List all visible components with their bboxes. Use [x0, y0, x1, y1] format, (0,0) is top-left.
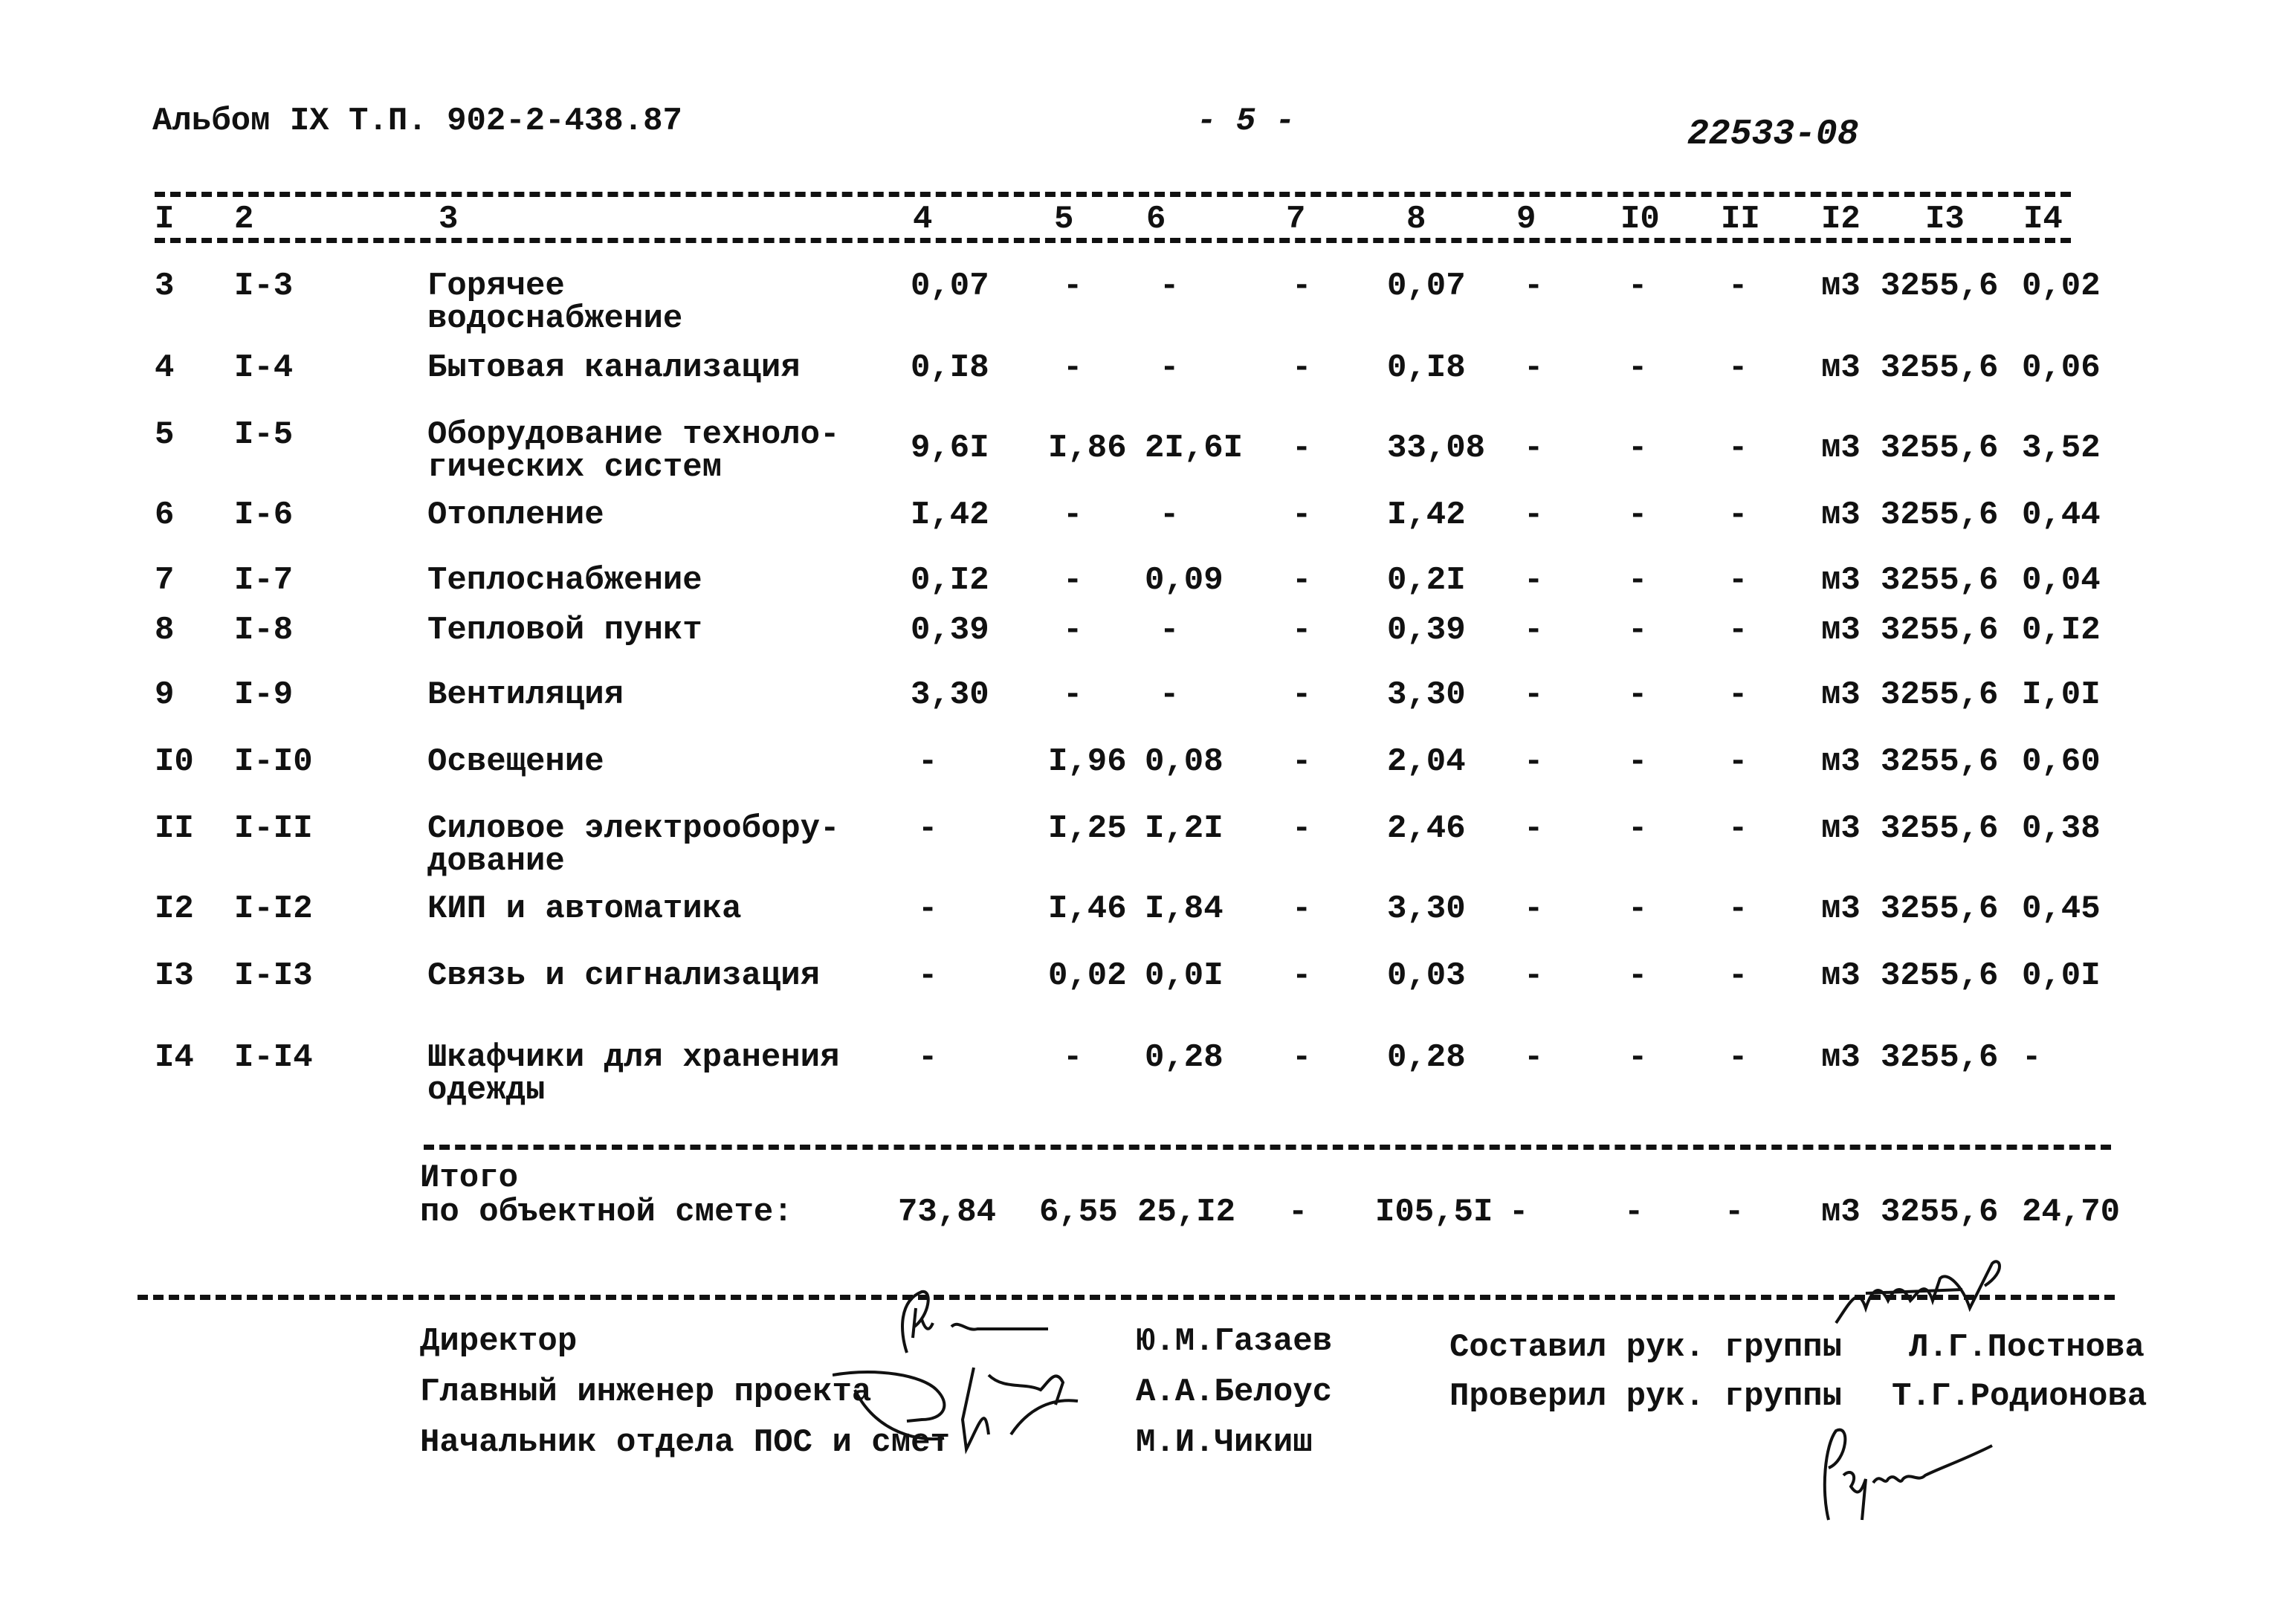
department-head-role: Начальник отдела ПОС и смет: [420, 1424, 950, 1461]
cell-c11: -: [1728, 496, 1748, 534]
cell-c13: 3255,6: [1881, 612, 1999, 649]
cell-c8: 0,07: [1387, 268, 1466, 305]
column-number-6: 6: [1146, 201, 1166, 238]
cell-c4: I,42: [911, 496, 989, 534]
cell-c11: -: [1728, 430, 1748, 467]
cell-c14: 0,04: [2022, 562, 2101, 599]
cell-c4: 0,I8: [911, 349, 989, 386]
row-number: 9: [155, 676, 175, 714]
cell-c10: -: [1628, 810, 1648, 847]
cell-c13: 3255,6: [1881, 957, 1999, 994]
row-code: I-3: [234, 268, 294, 305]
cell-c6: 0,08: [1145, 743, 1224, 780]
cell-c14: 3,52: [2022, 430, 2101, 467]
column-number-12: I2: [1821, 201, 1861, 238]
cell-c13: 3255,6: [1881, 810, 1999, 847]
cell-c7: -: [1292, 1039, 1312, 1076]
cell-unit: м3: [1821, 1039, 1861, 1076]
cell-c8: 3,30: [1387, 890, 1466, 928]
cell-c5: -: [1063, 1039, 1083, 1076]
row-code: I-8: [234, 612, 294, 649]
cell-unit: м3: [1821, 743, 1861, 780]
cell-c9: -: [1524, 430, 1544, 467]
cell-c9: -: [1524, 612, 1544, 649]
cell-c10: -: [1628, 1039, 1648, 1076]
row-number: 6: [155, 496, 175, 534]
column-number-11: II: [1721, 201, 1760, 238]
cell-c11: -: [1728, 676, 1748, 714]
cell-c4: 0,07: [911, 268, 989, 305]
cell-c9: -: [1524, 268, 1544, 305]
column-number-2: 2: [234, 201, 254, 238]
cell-c9: -: [1524, 676, 1544, 714]
header-bottom-divider: [155, 238, 2071, 243]
cell-c5: -: [1063, 268, 1083, 305]
cell-c5: I,96: [1048, 743, 1127, 780]
cell-c7: -: [1292, 810, 1312, 847]
row-name: Силовое электрообору-: [427, 810, 840, 847]
document-code: 22533-08: [1687, 114, 1859, 155]
row-number: 3: [155, 268, 175, 305]
cell-c13: 3255,6: [1881, 743, 1999, 780]
total-divider: [424, 1145, 2111, 1150]
row-number: 8: [155, 612, 175, 649]
cell-c5: -: [1063, 349, 1083, 386]
row-number: 4: [155, 349, 175, 386]
cell-c14: 0,45: [2022, 890, 2101, 928]
cell-c6: -: [1160, 612, 1180, 649]
cell-c11: -: [1728, 743, 1748, 780]
total-label-line1: Итого: [420, 1159, 519, 1197]
row-code: I-II: [234, 810, 313, 847]
cell-c14: 0,60: [2022, 743, 2101, 780]
row-number: 7: [155, 562, 175, 599]
cell-c10: -: [1628, 957, 1648, 994]
cell-c8: 0,03: [1387, 957, 1466, 994]
cell-c6: 0,0I: [1145, 957, 1224, 994]
row-name: Отопление: [427, 496, 604, 534]
compiled-by-name: Л.Г.Постнова: [1909, 1329, 2144, 1366]
row-name: Оборудование техноло-: [427, 416, 840, 453]
total-cell-c7: -: [1288, 1194, 1308, 1231]
compiled-by-role: Составил рук. группы: [1449, 1329, 1843, 1366]
cell-c7: -: [1292, 268, 1312, 305]
cell-c4: -: [918, 890, 938, 928]
cell-c5: I,25: [1048, 810, 1127, 847]
cell-unit: м3: [1821, 957, 1861, 994]
department-head-name: М.И.Чикиш: [1136, 1424, 1313, 1461]
cell-c10: -: [1628, 676, 1648, 714]
cell-c13: 3255,6: [1881, 890, 1999, 928]
cell-c10: -: [1628, 890, 1648, 928]
cell-c13: 3255,6: [1881, 676, 1999, 714]
row-code: I-9: [234, 676, 294, 714]
total-cell-c9: -: [1509, 1194, 1529, 1231]
row-name: Освещение: [427, 743, 604, 780]
cell-unit: м3: [1821, 496, 1861, 534]
cell-c4: 0,I2: [911, 562, 989, 599]
total-cell-c4: 73,84: [898, 1194, 997, 1231]
cell-unit: м3: [1821, 676, 1861, 714]
album-title: Альбом IX Т.П. 902-2-438.87: [152, 103, 682, 140]
row-name: Шкафчики для хранения: [427, 1039, 840, 1076]
cell-c8: 3,30: [1387, 676, 1466, 714]
total-label-line2: по объектной смете:: [420, 1194, 793, 1231]
chief-engineer-role: Главный инженер проекта: [420, 1374, 872, 1411]
row-name: одежды: [427, 1072, 546, 1109]
cell-c4: 0,39: [911, 612, 989, 649]
cell-c13: 3255,6: [1881, 496, 1999, 534]
checked-by-role: Проверил рук. группы: [1449, 1378, 1843, 1415]
cell-c6: 0,28: [1145, 1039, 1224, 1076]
cell-c14: 0,02: [2022, 268, 2101, 305]
column-number-1: I: [155, 201, 175, 238]
row-number: I2: [155, 890, 194, 928]
cell-c4: -: [918, 743, 938, 780]
row-name: КИП и автоматика: [427, 890, 742, 928]
cell-c6: -: [1160, 676, 1180, 714]
checker-signature-icon: [1814, 1416, 2037, 1527]
cell-c9: -: [1524, 1039, 1544, 1076]
cell-c11: -: [1728, 957, 1748, 994]
total-cell-c11: -: [1725, 1194, 1745, 1231]
column-number-9: 9: [1516, 201, 1536, 238]
cell-c11: -: [1728, 1039, 1748, 1076]
row-code: I-I3: [234, 957, 313, 994]
total-cell-c14: 24,70: [2022, 1194, 2121, 1231]
cell-c9: -: [1524, 349, 1544, 386]
cell-unit: м3: [1821, 349, 1861, 386]
cell-c6: -: [1160, 349, 1180, 386]
row-code: I-5: [234, 416, 294, 453]
cell-c8: 0,I8: [1387, 349, 1466, 386]
row-number: 5: [155, 416, 175, 453]
cell-c14: 0,I2: [2022, 612, 2101, 649]
cell-unit: м3: [1821, 890, 1861, 928]
cell-c9: -: [1524, 562, 1544, 599]
cell-unit: м3: [1821, 612, 1861, 649]
row-name: гических систем: [427, 449, 723, 486]
row-code: I-7: [234, 562, 294, 599]
cell-c14: I,0I: [2022, 676, 2101, 714]
cell-c11: -: [1728, 349, 1748, 386]
cell-c8: 2,04: [1387, 743, 1466, 780]
row-code: I-I0: [234, 743, 313, 780]
cell-c7: -: [1292, 430, 1312, 467]
cell-unit: м3: [1821, 810, 1861, 847]
cell-unit: м3: [1821, 268, 1861, 305]
cell-c6: I,84: [1145, 890, 1224, 928]
cell-c6: -: [1160, 268, 1180, 305]
column-number-13: I3: [1925, 201, 1965, 238]
cell-c11: -: [1728, 810, 1748, 847]
cell-c4: 9,6I: [911, 430, 989, 467]
cell-c7: -: [1292, 349, 1312, 386]
cell-c7: -: [1292, 890, 1312, 928]
header-top-divider: [155, 192, 2071, 197]
compiler-signature-icon: [1821, 1256, 2029, 1345]
cell-c14: -: [2022, 1039, 2042, 1076]
column-number-7: 7: [1286, 201, 1306, 238]
total-cell-c6: 25,I2: [1137, 1194, 1236, 1231]
cell-c5: -: [1063, 676, 1083, 714]
chief-engineer-signature-icon: [833, 1360, 1145, 1464]
cell-c10: -: [1628, 562, 1648, 599]
cell-c10: -: [1628, 268, 1648, 305]
cell-c7: -: [1292, 496, 1312, 534]
cell-c5: I,46: [1048, 890, 1127, 928]
cell-unit: м3: [1821, 430, 1861, 467]
cell-c7: -: [1292, 957, 1312, 994]
row-name: Горячее: [427, 268, 565, 305]
cell-c8: I,42: [1387, 496, 1466, 534]
cell-c7: -: [1292, 676, 1312, 714]
cell-c6: 0,09: [1145, 562, 1224, 599]
cell-c10: -: [1628, 496, 1648, 534]
cell-c7: -: [1292, 562, 1312, 599]
cell-c4: 3,30: [911, 676, 989, 714]
page-number: - 5 -: [1197, 103, 1296, 140]
column-number-14: I4: [2023, 201, 2063, 238]
cell-c14: 0,44: [2022, 496, 2101, 534]
cell-c8: 0,2I: [1387, 562, 1466, 599]
row-code: I-I2: [234, 890, 313, 928]
row-code: I-6: [234, 496, 294, 534]
row-code: I-4: [234, 349, 294, 386]
cell-c5: -: [1063, 562, 1083, 599]
chief-engineer-name: А.А.Белоус: [1136, 1374, 1333, 1411]
cell-c10: -: [1628, 743, 1648, 780]
cell-c13: 3255,6: [1881, 430, 1999, 467]
cell-c9: -: [1524, 810, 1544, 847]
column-number-8: 8: [1406, 201, 1426, 238]
cell-c6: 2I,6I: [1145, 430, 1244, 467]
row-name: водоснабжение: [427, 300, 683, 337]
cell-c6: I,2I: [1145, 810, 1224, 847]
cell-c14: 0,06: [2022, 349, 2101, 386]
row-name: Теплоснабжение: [427, 562, 702, 599]
cell-c9: -: [1524, 496, 1544, 534]
cell-c4: -: [918, 1039, 938, 1076]
cell-c14: 0,0I: [2022, 957, 2101, 994]
row-name: дование: [427, 843, 565, 880]
cell-c5: -: [1063, 496, 1083, 534]
row-number: I3: [155, 957, 194, 994]
column-number-5: 5: [1054, 201, 1074, 238]
cell-c7: -: [1292, 743, 1312, 780]
cell-c6: -: [1160, 496, 1180, 534]
cell-c9: -: [1524, 743, 1544, 780]
row-number: I4: [155, 1039, 194, 1076]
cell-c4: -: [918, 810, 938, 847]
cell-c5: I,86: [1048, 430, 1127, 467]
row-name: Бытовая канализация: [427, 349, 801, 386]
total-cell-c5: 6,55: [1039, 1194, 1118, 1231]
cell-c11: -: [1728, 612, 1748, 649]
cell-c11: -: [1728, 562, 1748, 599]
column-number-10: I0: [1620, 201, 1660, 238]
checked-by-name: Т.Г.Родионова: [1892, 1378, 2147, 1415]
row-number: II: [155, 810, 194, 847]
column-number-4: 4: [913, 201, 933, 238]
cell-c5: 0,02: [1048, 957, 1127, 994]
cell-c13: 3255,6: [1881, 1039, 1999, 1076]
cell-c10: -: [1628, 349, 1648, 386]
column-number-3: 3: [439, 201, 459, 238]
cell-c11: -: [1728, 268, 1748, 305]
signature-divider: [138, 1295, 2115, 1300]
director-signature-icon: [877, 1286, 1056, 1360]
total-cell-unit: м3: [1821, 1194, 1861, 1231]
row-name: Тепловой пункт: [427, 612, 702, 649]
cell-c8: 33,08: [1387, 430, 1486, 467]
row-number: I0: [155, 743, 194, 780]
row-name: Вентиляция: [427, 676, 624, 714]
row-name: Связь и сигнализация: [427, 957, 821, 994]
director-name: Ю.М.Газаев: [1136, 1323, 1333, 1360]
total-cell-c13: 3255,6: [1881, 1194, 1999, 1231]
cell-c13: 3255,6: [1881, 562, 1999, 599]
cell-c4: -: [918, 957, 938, 994]
cell-c9: -: [1524, 890, 1544, 928]
cell-c7: -: [1292, 612, 1312, 649]
cell-c14: 0,38: [2022, 810, 2101, 847]
cell-c11: -: [1728, 890, 1748, 928]
cell-c13: 3255,6: [1881, 349, 1999, 386]
total-cell-c8: I05,5I: [1375, 1194, 1493, 1231]
director-role: Директор: [420, 1323, 578, 1360]
cell-c8: 0,39: [1387, 612, 1466, 649]
cell-c10: -: [1628, 430, 1648, 467]
cell-c9: -: [1524, 957, 1544, 994]
cell-c5: -: [1063, 612, 1083, 649]
cell-c8: 0,28: [1387, 1039, 1466, 1076]
total-cell-c10: -: [1624, 1194, 1644, 1231]
cell-c8: 2,46: [1387, 810, 1466, 847]
cell-c13: 3255,6: [1881, 268, 1999, 305]
cell-c10: -: [1628, 612, 1648, 649]
row-code: I-I4: [234, 1039, 313, 1076]
cell-unit: м3: [1821, 562, 1861, 599]
